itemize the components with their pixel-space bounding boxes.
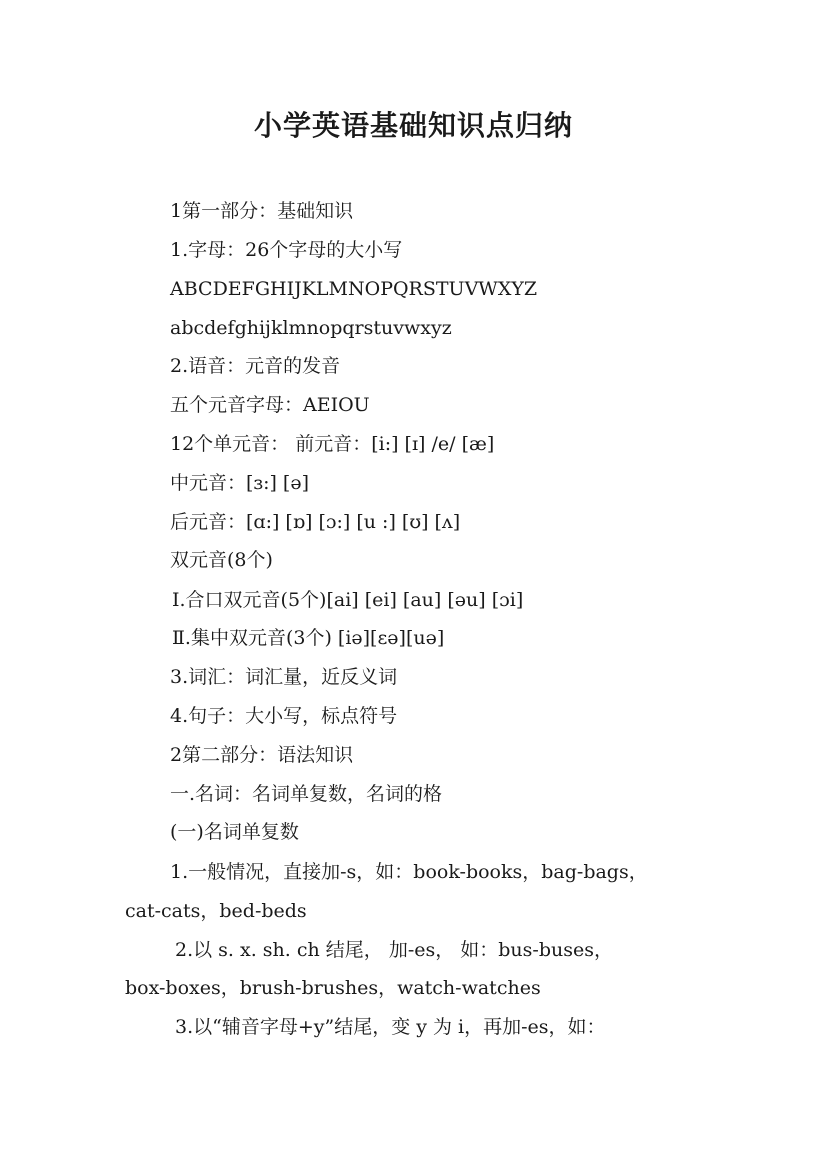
text-line-rule-1: 1.一般情况，直接加-s，如：book-books，bag-bags，: [170, 861, 648, 883]
text-line-sentences: 4.句子：大小写，标点符号: [170, 705, 398, 727]
section-heading-part-1: 1第一部分：基础知识: [170, 200, 354, 222]
text-line-lowercase: abcdefghijklmnopqrstuvwxyz: [170, 317, 452, 339]
text-line-nouns: 一.名词：名词单复数，名词的格: [170, 783, 443, 805]
text-line-rule-3: 3.以“辅音字母+y”结尾，变 y 为 i，再加-es，如：: [175, 1016, 606, 1038]
section-heading-part-2: 2第二部分：语法知识: [170, 744, 354, 766]
text-line-phonetics: 2.语音：元音的发音: [170, 355, 341, 377]
text-line-diphthongs: 双元音(8个): [170, 549, 273, 571]
text-line-rule-2: 2.以 s. x. sh. ch 结尾， 加-es， 如：bus-buses，: [175, 939, 613, 961]
text-line-vocabulary: 3.词汇：词汇量，近反义词: [170, 666, 398, 688]
text-line-letters: 1.字母：26个字母的大小写: [170, 239, 403, 261]
text-line-rule-1-cont: cat-cats，bed-beds: [125, 900, 307, 922]
text-line-closing-diphthongs: Ⅰ.合口双元音(5个)[ai] [ei] [au] [əu] [ɔi]: [172, 589, 524, 611]
text-line-rule-2-cont: box-boxes，brush-brushes，watch-watches: [125, 977, 541, 999]
text-line-noun-plurals: (一)名词单复数: [170, 821, 299, 843]
text-line-back-vowels: 后元音：[ɑ:] [ɒ] [ɔ:] [u :] [ʊ] [ʌ]: [170, 511, 461, 533]
text-line-front-vowels: 12个单元音： 前元音：[i:] [ɪ] /e/ [æ]: [170, 433, 495, 455]
text-line-central-vowels: 中元音：[ɜ:] [ə]: [170, 472, 310, 494]
text-line-uppercase: ABCDEFGHIJKLMNOPQRSTUVWXYZ: [170, 278, 538, 300]
document-title: 小学英语基础知识点归纳: [253, 109, 573, 142]
text-line-vowel-letters: 五个元音字母：AEIOU: [170, 394, 370, 416]
text-line-centering-diphthongs: Ⅱ.集中双元音(3个) [iə][ɛə][uə]: [172, 627, 445, 649]
